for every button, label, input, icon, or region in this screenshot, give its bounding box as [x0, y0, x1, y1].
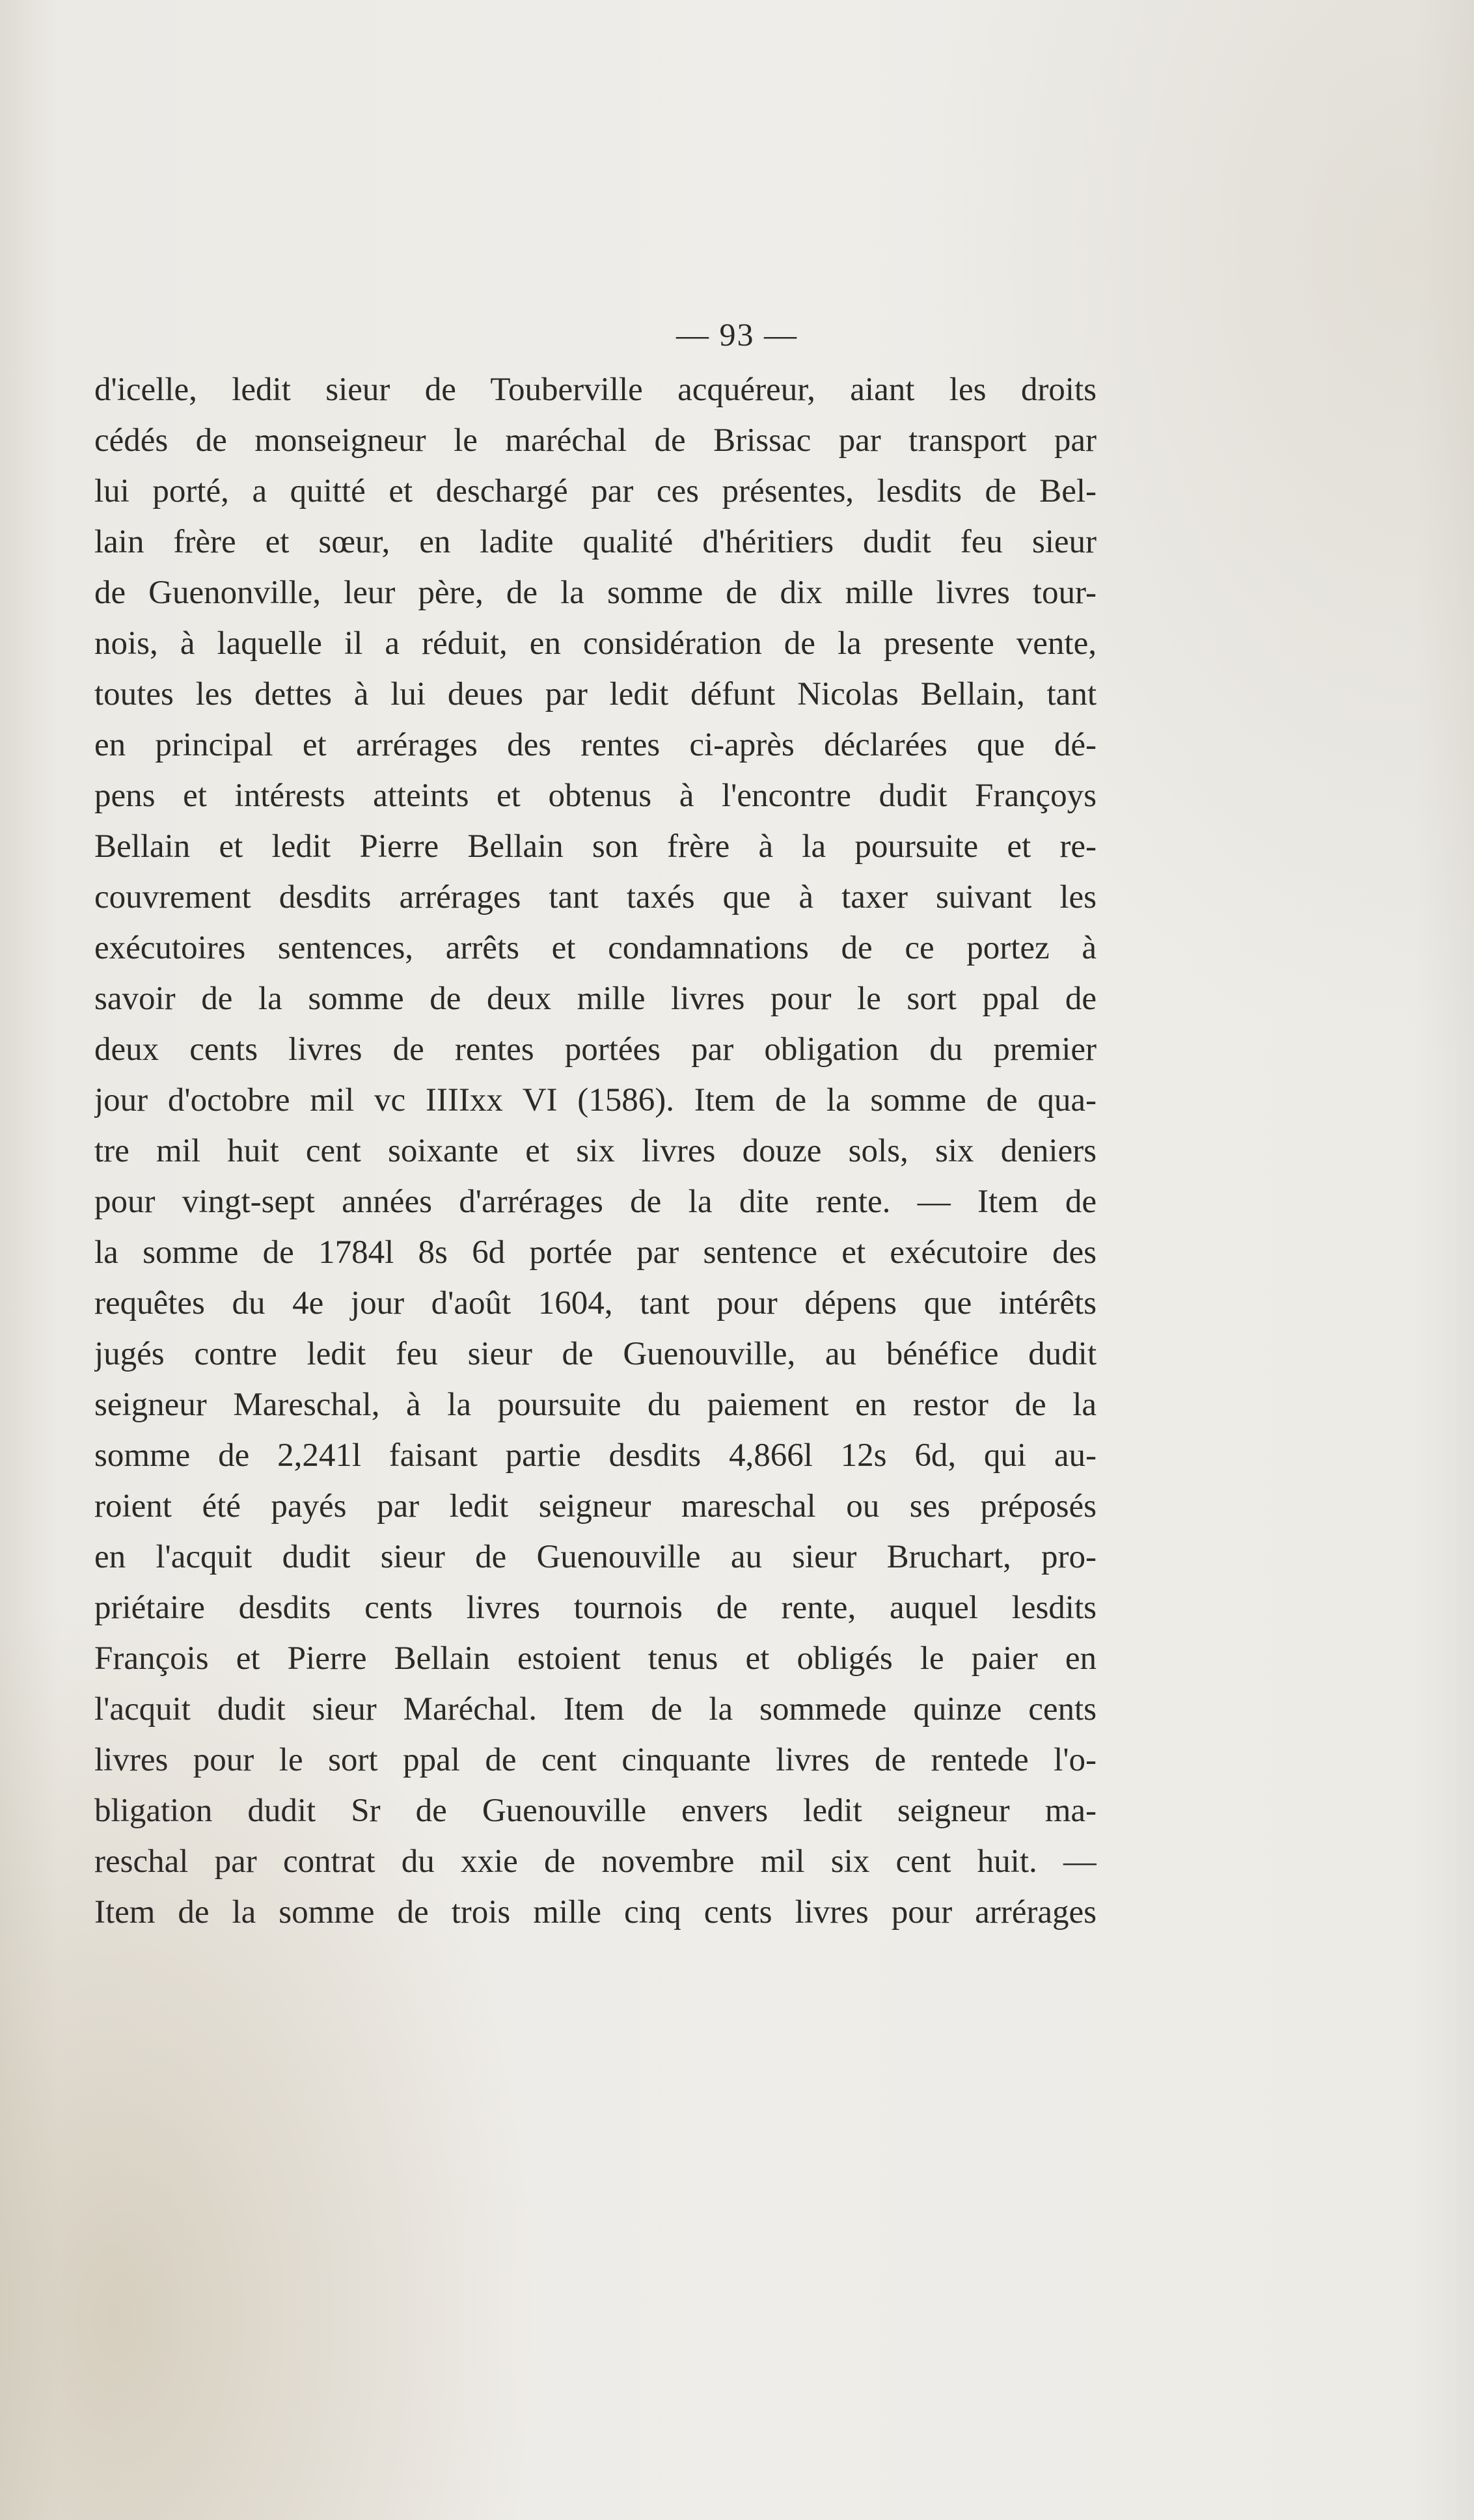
text-line: toutes les dettes à lui deues par ledit défunt Nicolas Bellain, tant: [94, 676, 1097, 712]
text-line: somme de 2,241l faisant partie desdits 4,866l 12s 6d, qui au-: [94, 1437, 1097, 1474]
text-line: d'icelle, ledit sieur de Touberville acquéreur, aiant les droits: [94, 372, 1097, 408]
text-line: en principal et arrérages des rentes ci-après déclarées que dé-: [94, 727, 1097, 763]
text-line: jour d'octobre mil vc IIIIxx VI (1586). Item de la somme de qua-: [94, 1082, 1097, 1118]
text-line: deux cents livres de rentes portées par obligation du premier: [94, 1031, 1097, 1068]
text-line: pens et intérests atteints et obtenus à l'encontre dudit Françoys: [94, 778, 1097, 814]
text-line: François et Pierre Bellain estoient tenus et obligés le paier en: [94, 1640, 1097, 1677]
text-line: Bellain et ledit Pierre Bellain son frère à la poursuite et re-: [94, 828, 1097, 865]
text-line: roient été payés par ledit seigneur mareschal ou ses préposés: [94, 1488, 1097, 1524]
text-line: cédés de monseigneur le maréchal de Brissac par transport par: [94, 422, 1097, 459]
text-line: nois, à laquelle il a réduit, en considération de la presente vente,: [94, 625, 1097, 662]
text-line: en l'acquit dudit sieur de Guenouville au sieur Bruchart, pro-: [94, 1539, 1097, 1575]
text-line: exécutoires sentences, arrêts et condamnations de ce portez à: [94, 930, 1097, 966]
text-line: pour vingt-sept années d'arrérages de la dite rente. — Item de: [94, 1184, 1097, 1220]
text-line: jugés contre ledit feu sieur de Guenouville, au bénéfice dudit: [94, 1336, 1097, 1372]
page-number: — 93 —: [676, 316, 798, 353]
text-line: tre mil huit cent soixante et six livres douze sols, six deniers: [94, 1133, 1097, 1169]
text-line: la somme de 1784l 8s 6d portée par sentence et exécutoire des: [94, 1234, 1097, 1271]
text-line: reschal par contrat du xxie de novembre mil six cent huit. —: [94, 1843, 1097, 1880]
text-line: l'acquit dudit sieur Maréchal. Item de la sommede quinze cents: [94, 1691, 1097, 1727]
text-line: requêtes du 4e jour d'août 1604, tant pour dépens que intérêts: [94, 1285, 1097, 1321]
text-line: lui porté, a quitté et deschargé par ces présentes, lesdits de Bel-: [94, 473, 1097, 509]
text-line: savoir de la somme de deux mille livres pour le sort ppal de: [94, 981, 1097, 1017]
text-line: priétaire desdits cents livres tournois de rente, auquel lesdits: [94, 1590, 1097, 1626]
text-line: lain frère et sœur, en ladite qualité d'héritiers dudit feu sieur: [94, 524, 1097, 560]
text-line: Item de la somme de trois mille cinq cents livres pour arrérages: [94, 1894, 1097, 1931]
body-text: [94, 364, 1097, 1938]
text-line: bligation dudit Sr de Guenouville envers ledit seigneur ma-: [94, 1793, 1097, 1829]
text-line: livres pour le sort ppal de cent cinquante livres de rentede l'o-: [94, 1742, 1097, 1778]
text-line: seigneur Mareschal, à la poursuite du paiement en restor de la: [94, 1387, 1097, 1423]
text-line: couvrement desdits arrérages tant taxés que à taxer suivant les: [94, 879, 1097, 915]
text-line: de Guenonville, leur père, de la somme de dix mille livres tour-: [94, 575, 1097, 611]
